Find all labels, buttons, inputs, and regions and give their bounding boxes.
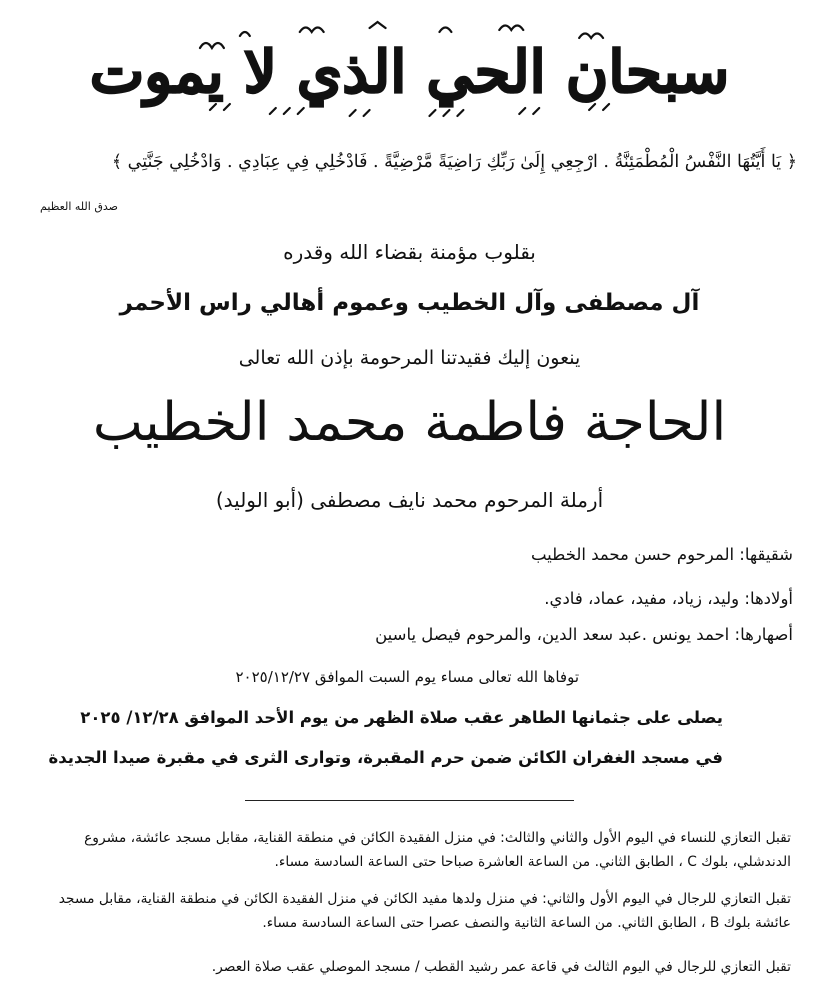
- funeral-prayer-line: يصلى على جثمانها الطاهر عقب صلاة الظهر من يوم الأحد الموافق ١٢/٢٨/ ٢٠٢٥: [80, 708, 723, 727]
- calligraphy-image: [89, 18, 730, 123]
- quran-verse: ﴿ يَا أَيَّتُهَا النَّفْسُ الْمُطْمَئِنَّةُ . ارْجِعِي إِلَىٰ رَبِّكِ رَاضِيَةً مَّرْضِيَّةً . فَادْخُلِي فِي عِبَادِي . وَادْخُلِي جَنَّتِي ﴾: [111, 152, 797, 172]
- divider: [245, 800, 574, 801]
- death-date-line: توفاها الله تعالى مساء يوم السبت الموافق ٢٠٢٥/١٢/٢٧: [235, 668, 579, 686]
- calligraphy-header: [89, 18, 730, 123]
- condolences-men-days-1-2: تقبل التعازي للرجال في اليوم الأول والثاني: في منزل ولدها مفيد الكائن في منزل الفقيدة الكائن في منطقة القناية، مقابل مسجد عائشة بلوك B ، الطابق الثاني. من الساعة الثانية والنصف عصرا حتى الساعة السادسة مساء.: [58, 891, 791, 931]
- verse-source: صدق الله العظيم: [40, 200, 118, 213]
- burial-line: في مسجد الغفران الكائن ضمن حرم المقبرة، وتوارى الثرى في مقبرة صيدا الجديدة: [48, 748, 723, 767]
- calligraphy-text: سبحان الحي الذي لا يموت: [89, 37, 730, 107]
- children-line: أولادها: وليد، زياد، مفيد، عماد، فادي.: [544, 589, 793, 608]
- brother-line: شقيقها: المرحوم حسن محمد الخطيب: [530, 545, 793, 564]
- intro-line: بقلوب مؤمنة بقضاء الله وقدره: [283, 240, 536, 264]
- widow-of-line: أرملة المرحوم محمد نايف مصطفى (أبو الوليد): [215, 488, 604, 512]
- deceased-name: الحاجة فاطمة محمد الخطيب: [92, 392, 727, 453]
- in-laws-line: أصهارها: احمد يونس .عبد سعد الدين، والمرحوم فيصل ياسين: [375, 625, 793, 644]
- announce-line: ينعون إليك فقيدتنا المرحومة بإذن الله تعالى: [238, 347, 581, 369]
- condolences-women: تقبل التعازي للنساء في اليوم الأول والثاني والثالث: في منزل الفقيدة الكائن في منطقة القناية، مقابل مسجد عائشة، مشروع الدندشلي، بلوك C ، الطابق الثاني. من الساعة العاشرة صباحا حتى الساعة السادسة مساء.: [84, 830, 791, 870]
- condolences-men-day-3: تقبل التعازي للرجال في اليوم الثالث في قاعة عمر رشيد القطب / مسجد الموصلي عقب صلاة العصر.: [211, 959, 791, 975]
- families-line: آل مصطفى وآل الخطيب وعموم أهالي راس الأحمر: [119, 290, 700, 316]
